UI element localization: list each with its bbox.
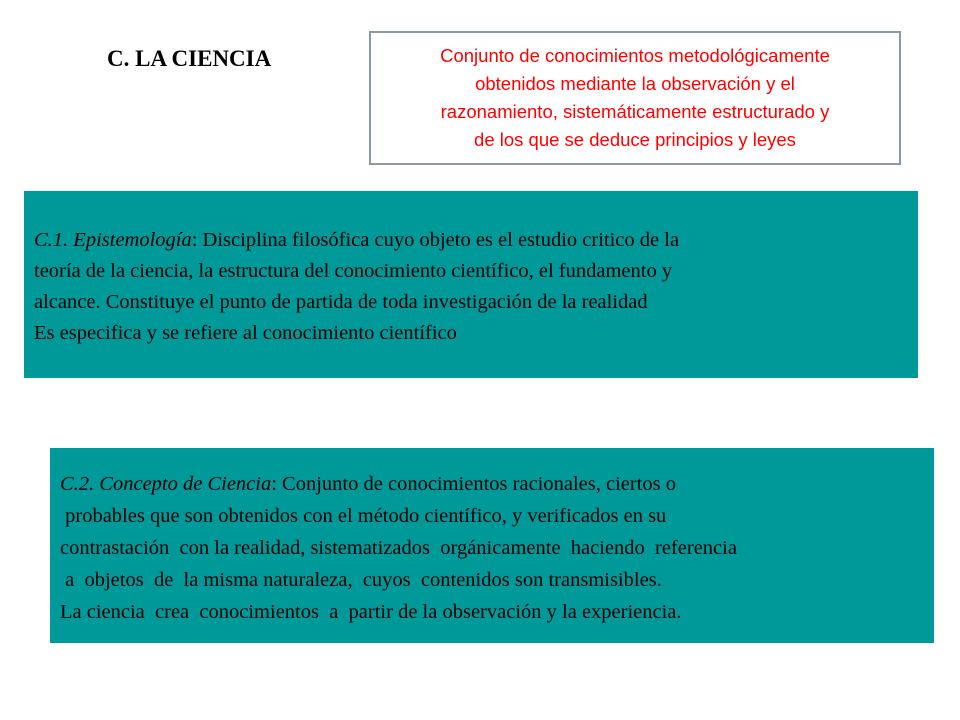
epistemologia-term: C.1. Epistemología [34,229,192,251]
definition-line: razonamiento, sistemáticamente estructurado y [440,101,830,122]
definition-line: de los que se deduce principios y leyes [474,129,796,150]
epistemologia-line: : Disciplina filosófica cuyo objeto es el estudio critico de la [191,229,680,251]
concepto-ciencia-box [50,448,934,643]
concepto-line: probables que son obtenidos con el método científico, y verificados en su [60,505,667,527]
definition-line: Conjunto de conocimientos metodológicamente [440,45,830,66]
concepto-line: a objetos de la misma naturaleza, cuyos contenidos son transmisibles. [60,569,662,591]
epistemologia-line: alcance. Constituye el punto de partida de toda investigación de la realidad [34,291,648,313]
concepto-line: : Conjunto de conocimientos racionales, ciertos o [271,473,677,495]
epistemologia-first-line [34,225,908,256]
epistemologia-box [24,191,918,378]
concepto-term: C.2. Concepto de Ciencia [60,473,272,495]
concepto-line: contrastación con la realidad, sistematizados orgánicamente haciendo referencia [60,537,737,559]
slide-title: C. LA CIENCIA [107,46,272,71]
epistemologia-line: teoría de la ciencia, la estructura del conocimiento científico, el fundamento y [34,260,673,282]
definition-text [440,42,830,154]
definition-box [369,31,901,165]
concepto-first-line [60,468,934,500]
epistemologia-line: Es especifica y se refiere al conocimiento científico [34,322,457,344]
definition-line: obtenidos mediante la observación y el [475,73,795,94]
concepto-line: La ciencia crea conocimientos a partir de la observación y la experiencia. [60,601,682,623]
